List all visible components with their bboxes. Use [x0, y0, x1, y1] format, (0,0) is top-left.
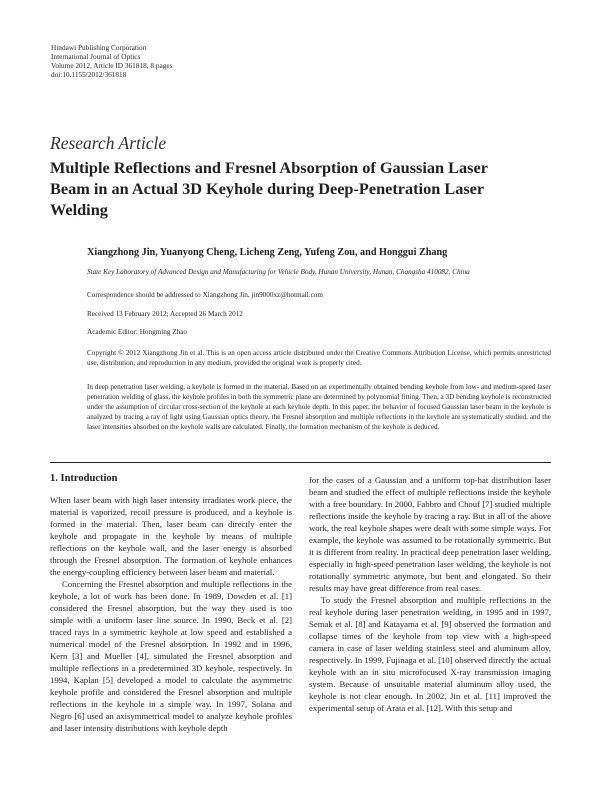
paragraph: When laser beam with high laser intensity irradiates work piece, the material is vaporized, recoil pressure is produced, and a keyhole is formed in the material. Then, laser beam can directly enter the keyhole and propagate in the keyhole by means of multiple reflections on the keyhole wall, and the laser energy is absorbed through the Fresnel absorption. The formation of keyhole enhances the energy-coupling efficiency between laser beam and material. — [50, 495, 292, 577]
article-title: Multiple Reflections and Fresnel Absorption of Gaussian Laser Beam in an Actual 3D Keyhole during Deep-Penetration Laser Welding — [50, 158, 488, 219]
section-divider — [50, 462, 551, 463]
journal-name: International Journal of Optics — [51, 52, 141, 61]
correspondence: Correspondence should be addressed to Xiangzhong Jin, jin9000xz@hotmail.com — [87, 291, 323, 299]
paragraph: for the cases of a Gaussian and a uniform top-hat distribution laser beam and studied the effect of multiple reflections inside the keyhole with a free boundary. In 2000, Fabbro and Chouf [7] studied multiple reflections inside the keyhole by tracing a ray. But in all of the above work, the real keyhole shapes were dealt with some simple ways. For example, the keyhole was assumed to be rotationally symmetric. But it is different from reality. In practical deep penetration laser welding, especially in high-speed penetration laser welding, the keyhole is not rotationally symmetric anymore, but bent and elongated. So their results may have great difference from real cases. — [309, 475, 551, 593]
paragraph: To study the Fresnel absorption and multiple reflections in the real keyhole during laser penetration welding, in 1995 and in 1997, Semak et al. [8] and Katayama et al. [9] observed the formation and collapse times of the keyhole from top view with a high-speed camera in case of laser welding stainless steel and aluminum alloy, respectively. In 1999, Fujinaga et al. [10] observed directly the actual keyhole with an in situ microfocused X-ray transmission imaging system. Because of unsuitable material aluminum alloy used, the keyhole is not clear enough. In 2002, Jin et al. [11] improved the experimental setup of Arata et al. [12]. With this setup and — [309, 595, 551, 713]
doi: doi:10.1155/2012/361818 — [51, 70, 127, 79]
abstract: In deep penetration laser welding, a keyhole is formed in the material. Based on an experimentally obtained bending keyhole from low- and medium-speed laser penetration welding of glass, the keyhole profiles in both the symmetric plane are determined by polynomial fitting. Then, a 3D bending keyhole is reconstructed under the assumption of circular cross-section of the keyhole at each keyhole depth. In this paper, the behavior of focused Gaussian laser beam in the keyhole is analyzed by tracing a ray of light using Gaussian optics theory, the Fresnel absorption and multiple reflections in the keyhole are systematically studied, and the laser intensities absorbed on the keyhole walls are calculated. Finally, the formation mechanism of the keyhole is deduced. — [87, 383, 551, 431]
right-column — [309, 474, 551, 714]
academic-editor: Academic Editor: Hongming Zhao — [87, 328, 188, 336]
article-kind: Research Article — [50, 133, 167, 153]
left-column — [50, 494, 292, 734]
volume-info: Volume 2012, Article ID 361818, 8 pages — [51, 61, 173, 70]
paragraph: Concerning the Fresnel absorption and multiple reflections in the keyhole, a lot of work has been done. In 1989, Dowden et al. [1] considered the Fresnel absorption, but the way they used is too simple with a uniform laser line source. In 1990, Beck et al. [2] traced rays in a symmetric keyhole at low speed and established a numerical model of the Fresnel absorption. In 1992 and in 1996, Kern [3] and Mueller [4], simulated the Fresnel absorption and multiple reflections in a predetermined 3D keyhole, respectively. In 1994, Kaplan [5] developed a model to calculate the asymmetric keyhole profile and considered the Fresnel absorption and multiple reflections in the keyhole in a simple way. In 1997, Solana and Negro [6] used an axisymmetrical model to analyze keyhole profiles and laser intensity distributions with keyhole depth — [50, 579, 292, 733]
section-heading: 1. Introduction — [50, 473, 118, 484]
journal-header — [51, 43, 172, 79]
copyright: Copyright © 2012 Xiangzhong Jin et al. This is an open access article distributed under the Creative Commons Attribution License, which permits unrestricted use, distribution, and reproduction in any medium, provided the original work is properly cited. — [87, 349, 551, 367]
publisher: Hindawi Publishing Corporation — [51, 43, 147, 52]
authors: Xiangzhong Jin, Yuanyong Cheng, Licheng Zeng, Yufeng Zou, and Honggui Zhang — [87, 247, 448, 258]
dates: Received 13 February 2012; Accepted 26 March 2012 — [87, 310, 243, 318]
affiliation: State Key Laboratory of Advanced Design and Manufacturing for Vehicle Body, Hunan University, Hunan, Changsha 410082, China — [87, 268, 470, 276]
